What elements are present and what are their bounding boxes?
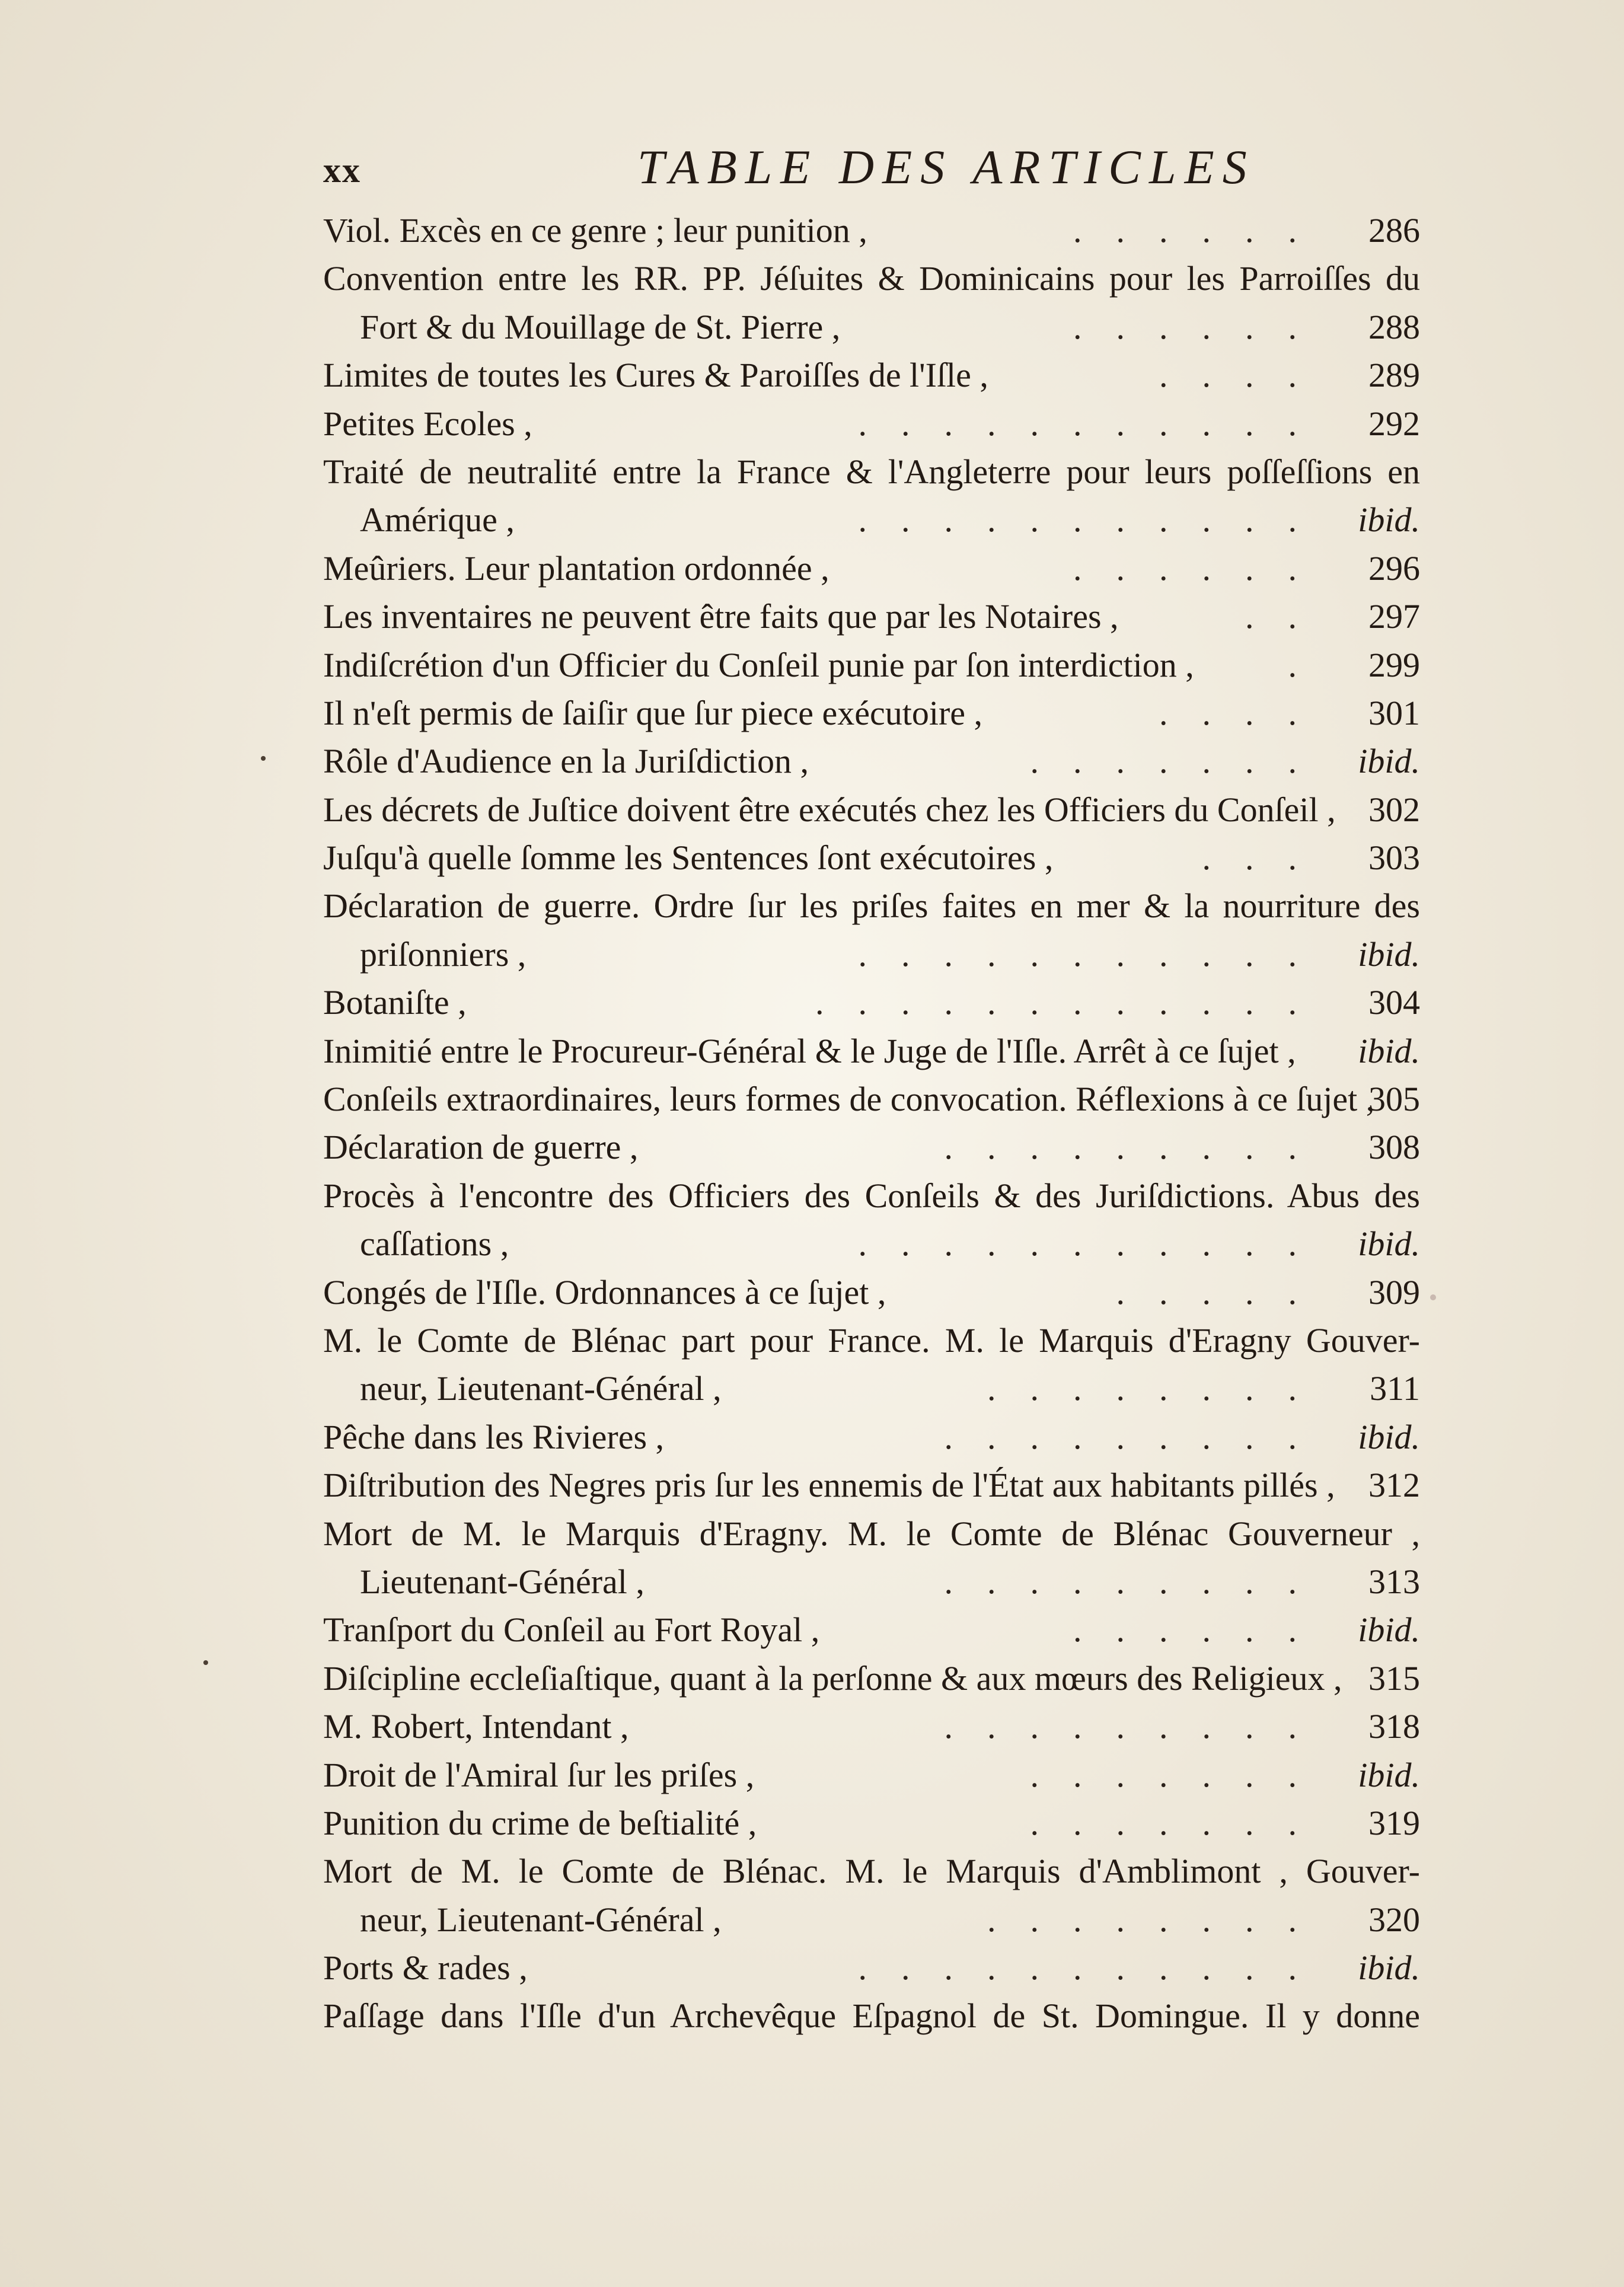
leader-dots: ...........: [858, 404, 1331, 443]
page-reference: 286: [1368, 211, 1420, 250]
toc-entry: [323, 1220, 1420, 1268]
toc-entry-text: Viol. Excès en ce genre ; leur punition ,: [323, 211, 867, 250]
page-reference: 288: [1368, 307, 1420, 346]
page-reference: ibid.: [1358, 1031, 1420, 1070]
toc-entry-text: Meûriers. Leur plantation ordonnée ,: [323, 548, 829, 588]
toc-entry-text: priſonniers ,: [360, 934, 527, 974]
toc-entry: [323, 641, 1420, 689]
paper-speck: [1430, 1294, 1436, 1300]
toc-entry: [323, 1364, 1420, 1412]
page-reference: 313: [1368, 1562, 1420, 1601]
toc-entry: [323, 351, 1420, 399]
toc-entry: [323, 496, 1420, 544]
toc-entry-text: Diſtribution des Negres pris ſur les ennemis de l'État aux habitants pillés ,: [323, 1466, 1335, 1505]
page-reference: 312: [1368, 1466, 1420, 1505]
page-reference: ibid.: [1358, 1224, 1420, 1264]
page-reference: ibid.: [1358, 1948, 1420, 1988]
leader-dots: ...........: [858, 1224, 1331, 1264]
toc-entry: [323, 400, 1420, 448]
toc-entry: [323, 1413, 1420, 1461]
page-reference: 297: [1368, 597, 1420, 636]
toc-entry: [323, 1123, 1420, 1171]
page-reference: 311: [1370, 1369, 1420, 1408]
toc-entry-text: Traité de neutralité entre la France & l'Angleterre pour leurs poſſeſſions en: [323, 452, 1420, 491]
toc-entry: [323, 1751, 1420, 1799]
toc-entry: [323, 1799, 1420, 1847]
toc-entry-text: Indiſcrétion d'un Officier du Conſeil punie par ſon interdiction ,: [323, 645, 1194, 684]
toc-entry-text: Inimitié entre le Procureur-Général & le Juge de l'Iſle. Arrêt à ce ſujet ,: [323, 1031, 1296, 1070]
toc-entry-text: Les inventaires ne peuvent être faits que par les Notaires ,: [323, 597, 1119, 636]
toc-entry: [323, 1847, 1420, 1895]
toc-entry: [323, 1702, 1420, 1750]
leader-dots: ..: [1245, 597, 1331, 636]
toc-entry-text: neur, Lieutenant-Général ,: [360, 1369, 722, 1408]
page-reference: 301: [1368, 693, 1420, 732]
toc-entry-text: Les décrets de Juſtice doivent être exécutés chez les Officiers du Conſeil ,: [323, 790, 1336, 829]
toc-entry-text: Mort de M. le Marquis d'Eragny. M. le Comte de Blénac Gouverneur ,: [323, 1514, 1420, 1553]
toc-entry-text: Juſqu'à quelle ſomme les Sentences ſont exécutoires ,: [323, 838, 1054, 878]
leader-dots: .........: [944, 1707, 1331, 1746]
toc-entry: [323, 1606, 1420, 1654]
leader-dots: ...........: [858, 934, 1331, 974]
page-reference: 303: [1368, 838, 1420, 878]
toc-entry: [323, 786, 1420, 834]
toc-entry: [323, 978, 1420, 1026]
toc-entry: [323, 254, 1420, 302]
toc-entry: [323, 1027, 1420, 1075]
leader-dots: ...........: [858, 1948, 1331, 1988]
leader-dots: .......: [1030, 742, 1331, 781]
toc-entry: [323, 1268, 1420, 1316]
toc-entry-text: Congés de l'Iſle. Ordonnances à ce ſujet ,: [323, 1272, 886, 1312]
toc-entry: [323, 1558, 1420, 1606]
page-reference: 305: [1368, 1080, 1420, 1119]
page-reference: 319: [1368, 1803, 1420, 1842]
toc-entry: [323, 592, 1420, 640]
leader-dots: ...: [1202, 838, 1331, 878]
page-reference: 296: [1368, 548, 1420, 588]
running-title: TABLE DES ARTICLES: [637, 140, 1255, 194]
toc-entry-text: Conſeils extraordinaires, leurs formes de convocation. Réflexions à ce ſujet ,: [323, 1080, 1375, 1119]
toc-entry-text: Limites de toutes les Cures & Paroiſſes de l'Iſle ,: [323, 356, 988, 395]
page-reference: 289: [1368, 356, 1420, 395]
page-reference: ibid.: [1358, 1755, 1420, 1794]
leader-dots: ......: [1073, 211, 1331, 250]
page-reference: 320: [1368, 1900, 1420, 1939]
leader-dots: ......: [1073, 1610, 1331, 1650]
leader-dots: ........: [987, 1900, 1331, 1939]
toc-entry-text: Il n'eſt permis de ſaiſir que ſur piece exécutoire ,: [323, 693, 982, 732]
leader-dots: ....: [1159, 356, 1331, 395]
toc-entry: [323, 930, 1420, 978]
toc-entry: [323, 448, 1420, 496]
page-reference: ibid.: [1358, 1610, 1420, 1650]
toc-entry: [323, 206, 1420, 254]
toc-entry: [323, 1461, 1420, 1509]
toc-entry: [323, 303, 1420, 351]
toc-entry-text: neur, Lieutenant-Général ,: [360, 1900, 722, 1939]
toc-entry-text: M. le Comte de Blénac part pour France. M. le Marquis d'Eragny Gouver-: [323, 1320, 1420, 1360]
toc-entry: [323, 737, 1420, 785]
toc-entry-text: Ports & rades ,: [323, 1948, 528, 1988]
toc-entry-text: Paſſage dans l'Iſle d'un Archevêque Eſpagnol de St. Domingue. Il y donne: [323, 1996, 1420, 2036]
toc-entry: [323, 544, 1420, 592]
page-number: xx: [323, 151, 361, 190]
toc-entry-text: Procès à l'encontre des Officiers des Conſeils & des Juriſdictions. Abus des: [323, 1176, 1420, 1215]
toc-entry: [323, 1075, 1420, 1123]
page-reference: ibid.: [1358, 500, 1420, 540]
leader-dots: ....: [1159, 693, 1331, 732]
toc-entry: [323, 1510, 1420, 1558]
toc-entry-text: Lieutenant-Général ,: [360, 1562, 645, 1601]
toc-entry-text: Diſcipline eccleſiaſtique, quant à la perſonne & aux mœurs des Religieux ,: [323, 1658, 1342, 1698]
leader-dots: .........: [944, 1417, 1331, 1456]
leader-dots: .........: [944, 1128, 1331, 1167]
toc-entry-text: Tranſport du Conſeil au Fort Royal ,: [323, 1610, 820, 1650]
toc-entry-text: Botaniſte ,: [323, 983, 467, 1022]
page-reference: ibid.: [1358, 934, 1420, 974]
toc-entry: [323, 1316, 1420, 1364]
table-of-articles: [323, 206, 1420, 2040]
leader-dots: .....: [1116, 1272, 1331, 1312]
leader-dots: ...........: [858, 500, 1331, 540]
toc-entry-text: Punition du crime de beſtialité ,: [323, 1803, 757, 1842]
toc-entry-text: Fort & du Mouillage de St. Pierre ,: [360, 307, 841, 346]
toc-entry: [323, 1944, 1420, 1992]
leader-dots: .......: [1030, 1803, 1331, 1842]
toc-entry-text: Petites Ecoles ,: [323, 404, 532, 443]
toc-entry: [323, 1654, 1420, 1702]
page-reference: 302: [1368, 790, 1420, 829]
page-header: [323, 139, 1479, 205]
paper-speck: [261, 756, 266, 761]
toc-entry-text: Déclaration de guerre ,: [323, 1128, 639, 1167]
toc-entry-text: M. Robert, Intendant ,: [323, 1707, 629, 1746]
toc-entry: [323, 1992, 1420, 2040]
leader-dots: .: [1288, 645, 1331, 684]
page-reference: 315: [1368, 1658, 1420, 1698]
toc-entry-text: Pêche dans les Rivieres ,: [323, 1417, 665, 1456]
toc-entry: [323, 1896, 1420, 1944]
toc-entry-text: Amérique ,: [360, 500, 515, 540]
leader-dots: .........: [944, 1562, 1331, 1601]
page-reference: ibid.: [1358, 1417, 1420, 1456]
page-reference: 304: [1368, 983, 1420, 1022]
toc-entry: [323, 882, 1420, 930]
toc-entry-text: caſſations ,: [360, 1224, 509, 1264]
toc-entry: [323, 689, 1420, 737]
paper-speck: [203, 1660, 208, 1665]
page-reference: 292: [1368, 404, 1420, 443]
toc-entry-text: Mort de M. le Comte de Blénac. M. le Marquis d'Amblimont , Gouver-: [323, 1852, 1420, 1891]
leader-dots: ........: [987, 1369, 1331, 1408]
page-reference: 299: [1368, 645, 1420, 684]
toc-entry: [323, 1172, 1420, 1220]
toc-entry-text: Convention entre les RR. PP. Jéſuites & Dominicains pour les Parroiſſes du: [323, 259, 1420, 298]
toc-entry-text: Déclaration de guerre. Ordre ſur les priſes faites en mer & la nourriture des: [323, 886, 1420, 926]
page-reference: 308: [1368, 1128, 1420, 1167]
page-reference: 318: [1368, 1707, 1420, 1746]
page-reference: ibid.: [1358, 742, 1420, 781]
toc-entry: [323, 834, 1420, 882]
leader-dots: ............: [815, 983, 1331, 1022]
toc-entry-text: Droit de l'Amiral ſur les priſes ,: [323, 1755, 755, 1794]
leader-dots: .......: [1030, 1755, 1331, 1794]
leader-dots: ......: [1073, 548, 1331, 588]
page-reference: 309: [1368, 1272, 1420, 1312]
toc-entry-text: Rôle d'Audience en la Juriſdiction ,: [323, 742, 809, 781]
leader-dots: ......: [1073, 307, 1331, 346]
